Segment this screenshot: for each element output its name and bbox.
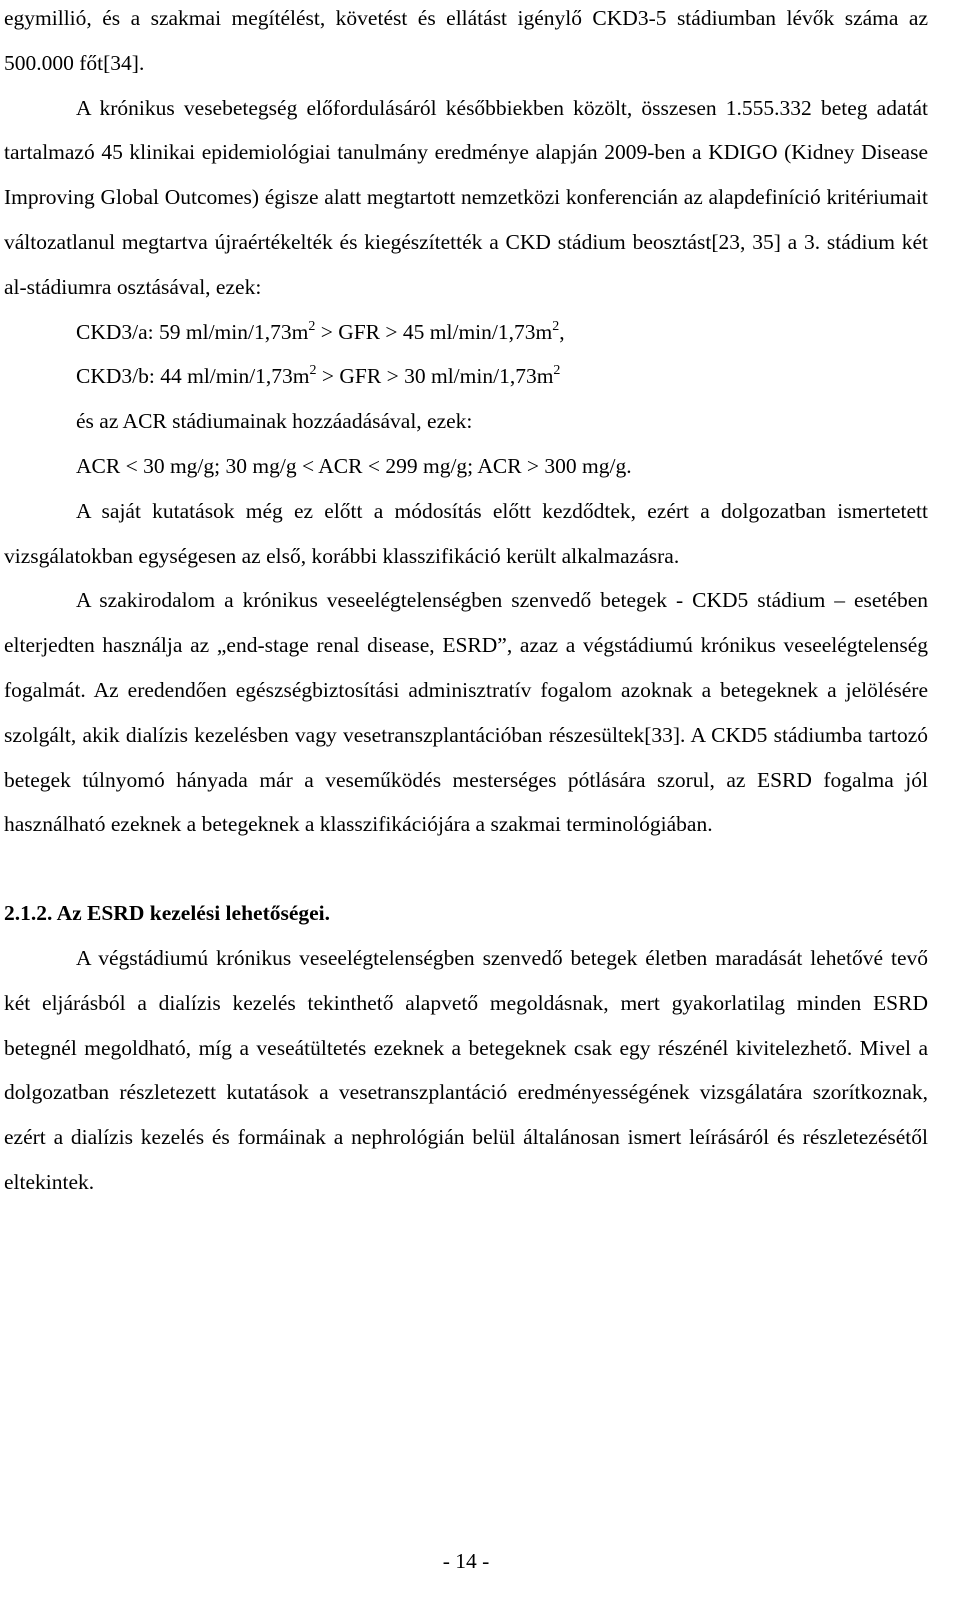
formula-ckd3b-middle: > GFR > 30 ml/min/1,73m	[316, 364, 554, 389]
paragraph-esrd: A szakirodalom a krónikus veseelégtelenségben szenvedő betegek - CKD5 stádium – esetében elterjedten használja az „end-stage renal disease, ESRD”, azaz a végstádiumú krónikus veseelégtelenség fogalmát. Az eredendően egészségbiztosítási adminisztratív fogalom azoknak a betegeknek a jelölésére szolgált, akik dialízis kezelésben vagy vesetranszplantációban részesültek[33]. A CKD5 stádiumba tartozó betegek túlnyomó hányada már a veseműködés mesterséges pótlására szorul, az ESRD fogalma jól használható ezeknek a betegeknek a klasszifikációjára a szakmai terminológiában.	[4, 588, 928, 837]
acr-values: ACR < 30 mg/g; 30 mg/g < ACR < 299 mg/g; ACR > 300 mg/g.	[76, 453, 632, 478]
paragraph-treatment: A végstádiumú krónikus veseelégtelenségben szenvedő betegek életben maradását lehetővé tevő két eljárásból a dialízis kezelés tekinthető alapvető megoldásnak, mert gyakorlatilag minden ESRD betegnél megoldható, míg a veseátültetés ezeknek a betegeknek csak egy részénél kivitelezhető. Mivel a dolgozatban részletezett kutatások a vesetranszplantáció eredményességének vizsgálatára szorítkoznak, ezért a dialízis kezelés és formáinak a nephrológián belül általánosan ismert leírásáról és részletezésétől eltekintek.	[4, 945, 928, 1194]
formula-ckd3b	[4, 354, 928, 399]
formula-ckd3a-left: CKD3/a: 59 ml/min/1,73m	[76, 319, 309, 344]
acr-intro: és az ACR stádiumainak hozzáadásával, ezek:	[76, 409, 473, 434]
paragraph-intro-end: egymillió, és a szakmai megítélést, követést és ellátást igénylő CKD3-5 stádiumban lévők száma az 500.000 főt[34].	[4, 6, 928, 75]
formula-ckd3a-middle: > GFR > 45 ml/min/1,73m	[315, 319, 553, 344]
formula-ckd3a	[4, 310, 928, 355]
paragraph-kdigo: A krónikus vesebetegség előfordulásáról későbbiekben közölt, összesen 1.555.332 beteg adatát tartalmazó 45 klinikai epidemiológiai tanulmány eredménye alapján 2009-ben a KDIGO (Kidney Disease Improving Global Outcomes) égisze alatt megtartott nemzetközi konferencián az alapdefiníció kritériumait változatlanul megtartva újraértékelték és kiegészítették a CKD stádium beosztást[23, 35] a 3. stádium két al-stádiumra osztásával, ezek:	[4, 95, 928, 299]
formula-ckd3a-end: ,	[559, 319, 565, 344]
page-number: - 14 -	[442, 1549, 490, 1573]
section-heading: 2.1.2. Az ESRD kezelési lehetőségei.	[4, 901, 331, 926]
document-page	[4, 0, 928, 1573]
formula-ckd3b-sup2: 2	[553, 363, 561, 379]
formula-ckd3b-left: CKD3/b: 44 ml/min/1,73m	[76, 364, 310, 389]
section-spacer	[4, 847, 928, 891]
formula-ckd3b-sup1: 2	[309, 363, 317, 379]
formula-ckd3a-sup1: 2	[308, 318, 316, 334]
formula-ckd3a-sup2: 2	[552, 318, 560, 334]
paragraph-own-research: A saját kutatások még ez előtt a módosítás előtt kezdődtek, ezért a dolgozatban ismertetett vizsgálatokban egységesen az első, korábbi klasszifikáció került alkalmazásra.	[4, 498, 928, 568]
